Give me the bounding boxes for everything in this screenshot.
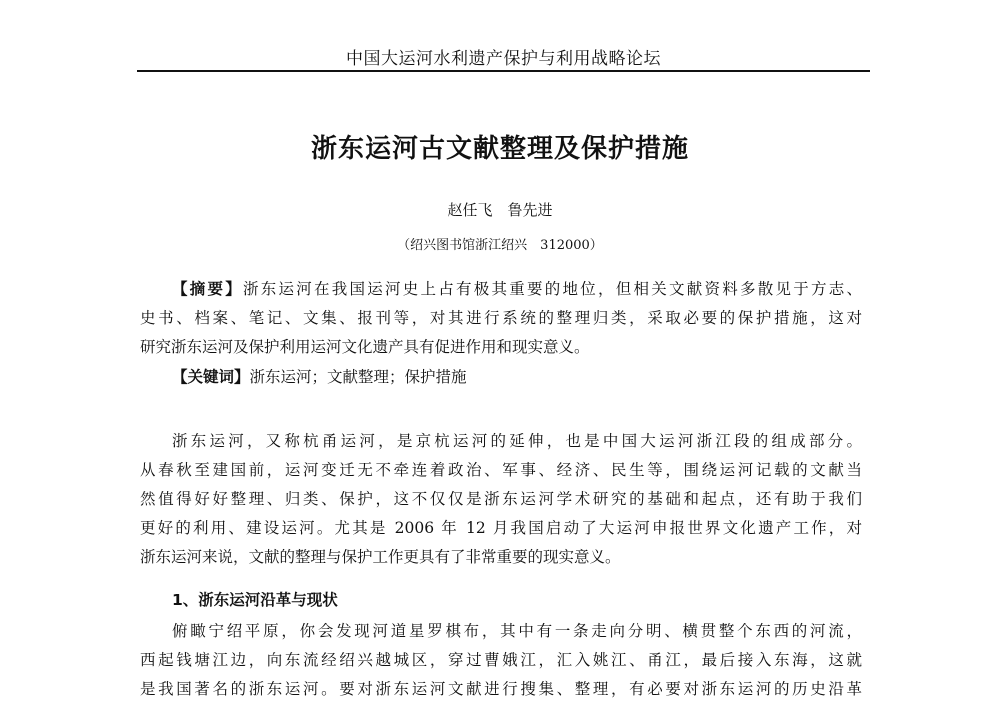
affiliation: （绍兴图书馆浙江绍兴 312000） [397,238,603,253]
abstract-line: 史书、档案、笔记、文集、报刊等，对其进行系统的整理归类，采取必要的保护措施，这对 [140,309,862,327]
running-header: 中国大运河水利遗产保护与利用战略论坛 [346,49,661,69]
body-line: 更好的利用、建设运河。尤其是 2006 年 12 月我国启动了大运河申报世界文化遗产工作，对 [140,519,862,537]
keywords [140,362,862,392]
intro-paragraph [140,427,862,572]
abstract-label: 【摘要】 [172,279,243,298]
abstract [140,274,862,392]
body-line: 是我国著名的浙东运河。要对浙东运河文献进行搜集、整理，有必要对浙东运河的历史沿革 [140,680,862,698]
section-paragraph [140,617,862,704]
keywords-text: 浙东运河；文献整理；保护措施 [249,368,467,386]
body-line: 浙东运河来说，文献的整理与保护工作更具有了非常重要的现实意义。 [140,548,621,566]
body-line: 西起钱塘江边，向东流经绍兴越城区，穿过曹娥江，汇入姚江、甬江，最后接入东海，这就 [140,651,862,669]
paper-title: 浙东运河古文献整理及保护措施 [310,134,689,164]
authors: 赵任飞 鲁先进 [447,201,553,219]
abstract-line: 【摘要】浙东运河在我国运河史上占有极其重要的地位，但相关文献资料多散见于方志、 [172,279,862,298]
body-line: 俯瞰宁绍平原，你会发现河道星罗棋布，其中有一条走向分明、横贯整个东西的河流， [172,622,862,640]
keywords-label: 【关键词】 [172,367,250,386]
header-rule [137,70,870,72]
body-line: 从春秋至建国前，运河变迁无不牵连着政治、军事、经济、民生等，围绕运河记载的文献当 [140,461,862,479]
body-line: 浙东运河，又称杭甬运河，是京杭运河的延伸，也是中国大运河浙江段的组成部分。 [172,432,862,450]
section-heading: 1、浙东运河沿革与现状 [172,591,338,609]
body-line: 然值得好好整理、归类、保护，这不仅仅是浙东运河学术研究的基础和起点，还有助于我们 [140,490,862,508]
abstract-line: 研究浙东运河及保护利用运河文化遗产具有促进作用和现实意义。 [140,338,590,356]
